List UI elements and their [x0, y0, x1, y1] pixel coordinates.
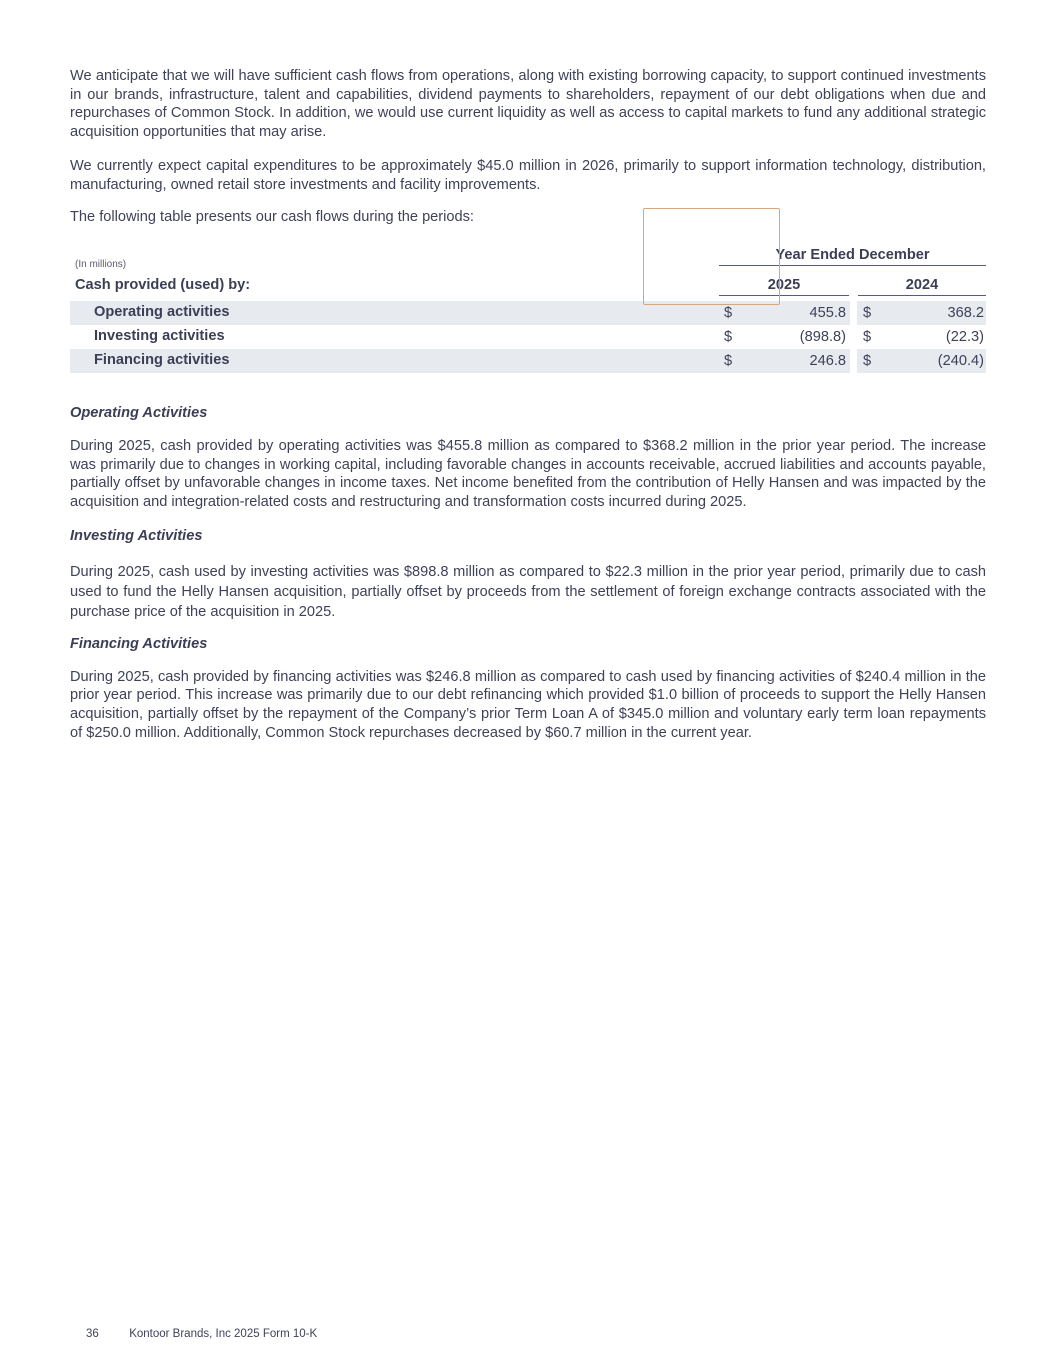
row-group-header: Cash provided (used) by: — [75, 276, 251, 293]
intro-paragraph-1: We anticipate that we will have sufficient cash flows from operations, along with existing borrowing capacity, to support continued investments in our brands, infrastructure, talent and capabilities, dividend payments to shareholders, repayment of our debt obligations when due and repurchases of Common Stock. In addition, we would use current liquidity as well as access to capital markets to fund any additional strategic acquisition opportunities that may arise. — [70, 68, 986, 141]
value-2025: 246.8 — [809, 352, 846, 369]
table-row — [70, 325, 986, 349]
currency-symbol: $ — [863, 304, 872, 321]
section-text-financing: During 2025, cash provided by financing activities was $246.8 million as compared to cash used by financing activities of $240.4 million in the prior year period. This increase was primarily due to our debt refinancing which provided $1.0 billion of proceeds to support the Helly Hansen acquisition, partially offset by the repayment of the Company’s prior Term Loan A of $345.0 million and voluntary early term loan repayments of $250.0 million. Additionally, Common Stock repurchases decreased by $60.7 million in the current year. — [70, 668, 986, 741]
cash-flow-table — [70, 247, 986, 371]
intro-paragraph-2: We currently expect capital expenditures to be approximately $45.0 million in 2026, primarily to support information technology, distribution, manufacturing, owned retail store investments and facility improvements. — [70, 157, 986, 193]
intro-paragraph-3: The following table presents our cash flows during the periods: — [70, 209, 474, 226]
column-gap — [850, 301, 857, 325]
value-2024: (240.4) — [937, 352, 984, 369]
table-row — [70, 301, 986, 325]
row-label: Operating activities — [94, 303, 230, 320]
document-page — [70, 67, 986, 743]
currency-symbol: $ — [863, 328, 872, 345]
row-label: Investing activities — [94, 327, 225, 344]
row-label: Financing activities — [94, 351, 230, 368]
value-2025: 455.8 — [809, 304, 846, 321]
table-row — [70, 349, 986, 373]
page-footer — [86, 1328, 317, 1340]
column-2025-highlight-box — [643, 208, 780, 305]
currency-symbol: $ — [863, 352, 872, 369]
section-heading-financing: Financing Activities — [70, 635, 208, 652]
column-header-2024: 2024 — [858, 277, 986, 296]
currency-symbol: $ — [724, 304, 733, 321]
footer-document-title: Kontoor Brands, Inc 2025 Form 10-K — [129, 1328, 318, 1340]
value-2025: (898.8) — [799, 328, 846, 345]
value-2024: (22.3) — [945, 328, 984, 345]
section-heading-investing: Investing Activities — [70, 527, 203, 544]
section-heading-operating: Operating Activities — [70, 404, 208, 421]
section-text-operating: During 2025, cash provided by operating activities was $455.8 million as compared to $368.2 million in the prior year period. The increase was primarily due to changes in working capital, including favorable changes in accounts receivable, accrued liabilities and accounts payable, partially offset by unfavorable changes in income taxes. Net income benefited from the contribution of Helly Hansen and was impacted by the acquisition and integration-related costs and restructuring and transformation costs incurred during 2025. — [70, 437, 986, 511]
column-header-2025: 2025 — [719, 277, 849, 296]
page-number: 36 — [86, 1328, 99, 1340]
section-text-investing: During 2025, cash used by investing activities was $898.8 million as compared to $22.3 million in the prior year period, primarily due to cash used to fund the Helly Hansen acquisition, partially offset by proceeds from the settlement of foreign exchange contracts associated with the purchase price of the acquisition in 2025. — [70, 563, 986, 620]
table-units-note: (In millions) — [75, 258, 127, 270]
period-header: Year Ended December — [719, 247, 986, 266]
currency-symbol: $ — [724, 328, 733, 345]
column-gap — [850, 349, 857, 373]
currency-symbol: $ — [724, 352, 733, 369]
value-2024: 368.2 — [947, 304, 984, 321]
